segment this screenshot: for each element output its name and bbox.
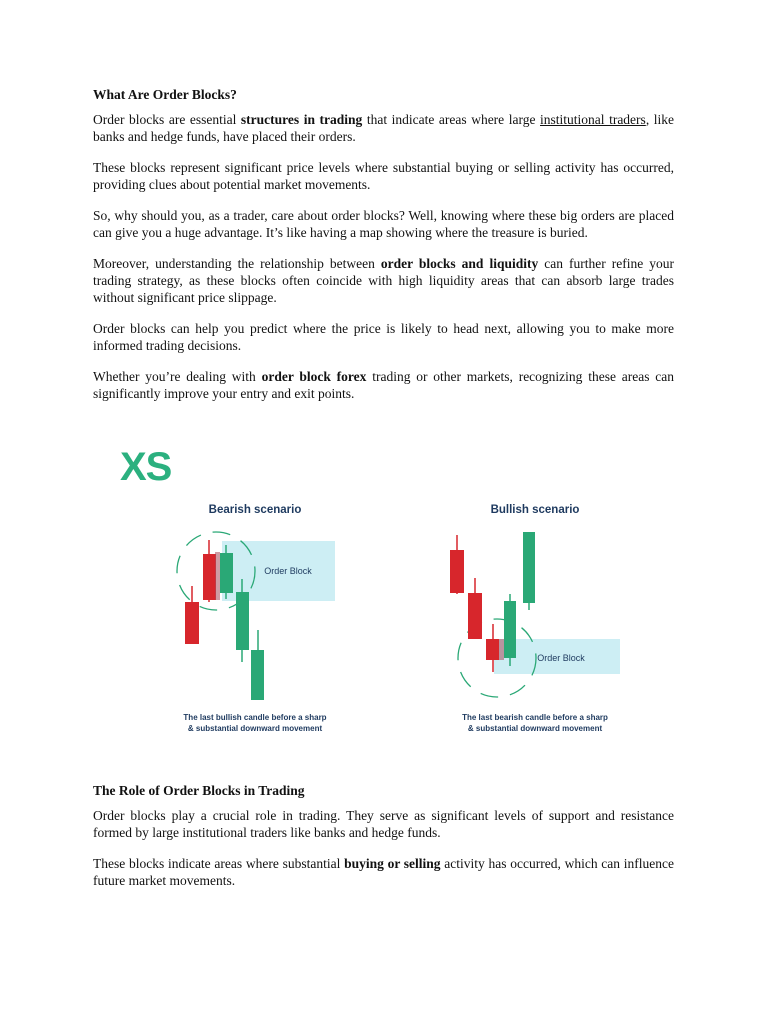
paragraph-1 <box>93 111 674 145</box>
diagram-svg <box>110 432 640 752</box>
heading-what-are-order-blocks: What Are Order Blocks? <box>93 87 237 102</box>
xs-logo: XS <box>120 445 172 489</box>
candle-overlap <box>499 639 504 660</box>
bearish-title: Bearish scenario <box>208 504 302 516</box>
candle <box>504 601 516 658</box>
paragraph-3: So, why should you, as a trader, care about order blocks? Well, knowing where these big orders are placed can give you a huge advantage. It’s like having a map showing where the treasure is buried. <box>93 208 674 240</box>
paragraph-5: Order blocks can help you predict where the price is likely to head next, allowing you to make more informed trading decisions. <box>93 321 674 353</box>
paragraph-7: Order blocks play a crucial role in trading. They serve as significant levels of support and resistance formed by large institutional traders like banks and hedge funds. <box>93 808 674 840</box>
candle <box>523 532 535 603</box>
candle <box>236 592 249 650</box>
candle-overlap <box>215 552 220 600</box>
candle <box>203 554 216 600</box>
section-role-of-order-blocks <box>93 782 674 903</box>
paragraph-4 <box>93 255 674 306</box>
candle <box>220 553 233 593</box>
text: activity has occurred, which can influence future market movements. <box>93 856 674 888</box>
bullish-caption-line1: The last bearish candle before a sharp <box>462 713 608 722</box>
heading-role-of-order-blocks: The Role of Order Blocks in Trading <box>93 783 305 798</box>
candle <box>251 650 264 700</box>
text: that indicate areas where large <box>362 112 541 127</box>
paragraph-8 <box>93 855 674 889</box>
order-block-diagram <box>110 432 640 752</box>
candle <box>185 602 199 644</box>
text: These blocks indicate areas where substantial <box>93 856 345 871</box>
section-order-blocks <box>93 86 674 416</box>
bearish-caption-line1: The last bullish candle before a sharp <box>183 713 327 722</box>
candle <box>468 593 482 639</box>
text: trading or other markets, recognizing these areas can significantly improve your entry and exit points. <box>93 369 674 401</box>
text: Whether you’re dealing with <box>93 369 262 384</box>
text: can further refine your trading strategy, as these blocks often coincide with high liquidity areas that can absorb large trades without significant price slippage. <box>93 256 674 305</box>
bold-text: order blocks and liquidity <box>380 256 539 271</box>
text: Moreover, understanding the relationship between <box>93 256 381 271</box>
bullish-title: Bullish scenario <box>490 504 580 516</box>
bold-text: structures in trading <box>240 112 363 127</box>
bullish-caption-line2: & substantial downward movement <box>467 724 603 733</box>
bullish-order-block-label: Order Block <box>537 653 585 663</box>
text: , like banks and hedge funds, have placed their orders. <box>93 112 674 144</box>
bearish-order-block-label: Order Block <box>264 566 312 576</box>
candle <box>486 639 499 660</box>
bold-text: order block forex <box>261 369 367 384</box>
bearish-caption-line2: & substantial downward movement <box>187 724 323 733</box>
institutional-traders-link[interactable]: institutional traders <box>540 112 646 127</box>
paragraph-6 <box>93 368 674 402</box>
candle <box>450 550 464 593</box>
paragraph-2: These blocks represent significant price levels where substantial buying or selling activity has occurred, providing clues about potential market movements. <box>93 160 674 192</box>
text: Order blocks are essential <box>93 112 241 127</box>
bold-text: buying or selling <box>344 856 441 871</box>
